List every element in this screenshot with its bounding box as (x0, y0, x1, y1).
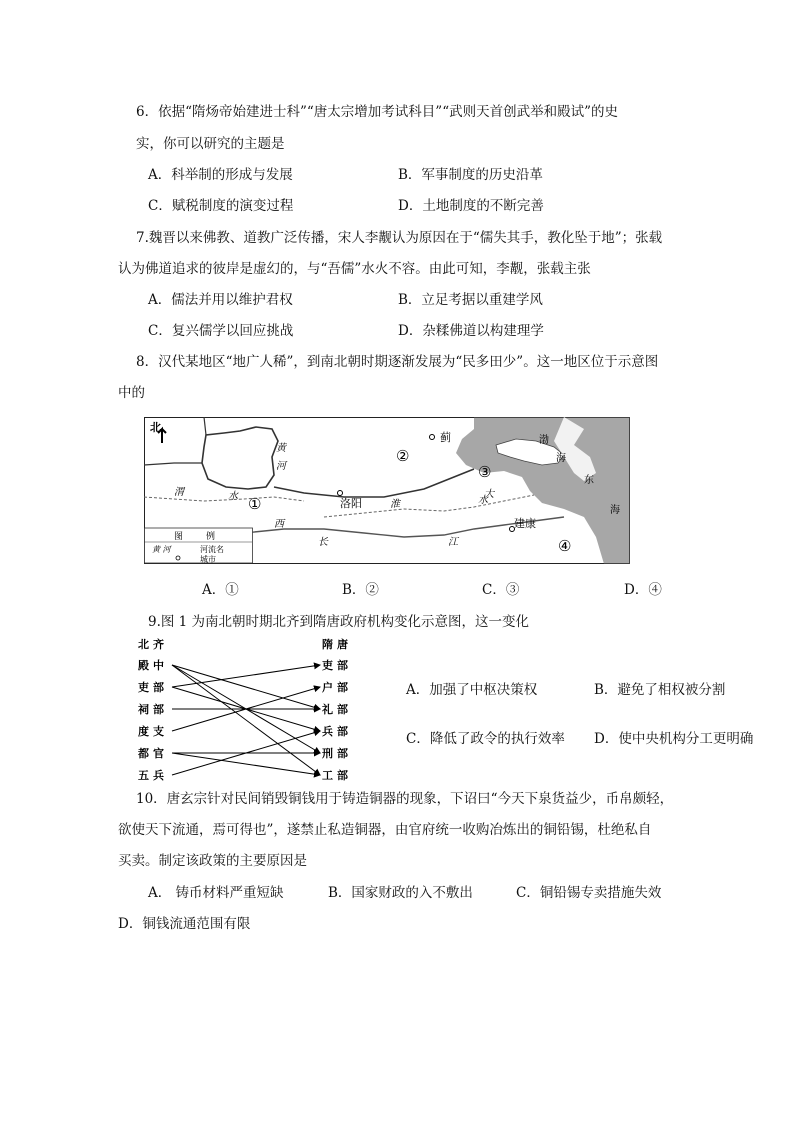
left-item-2: 祠部 (138, 703, 168, 716)
q6-stem-line1: 6．依据“隋炀帝始建进士科”“唐太宗增加考试科目”“武则天首创武举和殿试”的史 (136, 104, 618, 120)
q9-option-a[interactable]: A．加强了中枢决策权 (406, 682, 538, 698)
label-yellow-2: 河 (276, 461, 286, 472)
label-yellow-1: 黄 (276, 443, 286, 454)
q10-stem-line3: 买卖。制定该政策的主要原因是 (118, 853, 307, 869)
legend-title-1: 图 (174, 532, 184, 542)
q9-option-b[interactable]: B．避免了相权被分割 (594, 682, 726, 698)
q7-option-a[interactable]: A．儒法并用以维护君权 (148, 292, 293, 308)
label-xi: 西 (274, 519, 284, 530)
right-item-0: 吏部 (322, 659, 352, 672)
q8-stem-line2: 中的 (118, 385, 145, 401)
label-donghai-1: 东 (584, 475, 594, 486)
q10-option-b[interactable]: B．国家财政的入不敷出 (328, 885, 473, 901)
q7-stem-line1: 7.魏晋以来佛教、道教广泛传播，宋人李觏认为原因在于“儒失其手，教化坠于地”；张载 (136, 230, 663, 246)
label-changjiang-1: 长 (318, 537, 328, 548)
q7-option-c[interactable]: C．复兴儒学以回应挑战 (148, 323, 294, 339)
label-donghai-2: 海 (610, 505, 620, 516)
legend-city-label: 城市 (200, 555, 216, 564)
q9-stem-line1: 9.图 1 为南北朝时期北齐到隋唐政府机构变化示意图，这一变化 (148, 614, 530, 630)
q6-option-c[interactable]: C．赋税制度的演变过程 (148, 198, 294, 214)
label-huai: 淮 (390, 499, 400, 510)
legend-river-sample: 黄 河 (152, 545, 171, 554)
q10-stem-line1: 10．唐玄宗针对民间销毁铜钱用于铸造铜器的现象，下诏曰“今天下泉货益少，币帛颇轻， (136, 791, 674, 807)
north-label: 北 (150, 421, 161, 434)
city-luoyang (338, 491, 343, 496)
right-item-1: 户部 (322, 681, 352, 694)
marker-3: ③ (478, 463, 492, 481)
q10-option-c[interactable]: C．铜铅锡专卖措施失效 (516, 885, 662, 901)
q8-option-d[interactable]: D．④ (624, 582, 662, 598)
label-wei-2: 水 (228, 491, 238, 502)
marker-2: ② (396, 447, 410, 465)
left-item-5: 五兵 (138, 769, 168, 782)
label-da: 大 (484, 489, 494, 500)
left-item-1: 吏部 (138, 681, 168, 694)
label-bohai-2: 海 (556, 453, 566, 464)
label-changjiang-2: 江 (448, 537, 458, 548)
q8-stem-line1: 8．汉代某地区“地广人稀”，到南北朝时期逐渐发展为“民多田少”。这一地区位于示意图 (136, 354, 659, 370)
legend-river-label: 河流名 (200, 545, 224, 554)
q8-option-c[interactable]: C．③ (482, 582, 520, 598)
label-huai-2: 水 (478, 495, 488, 506)
label-luoyang: 洛阳 (340, 497, 362, 510)
diagram-right-title: 隋唐 (322, 638, 352, 651)
q6-option-d[interactable]: D．土地制度的不断完善 (398, 198, 544, 214)
q8-map (144, 417, 630, 564)
left-item-4: 都官 (138, 747, 168, 760)
right-item-2: 礼部 (322, 703, 352, 716)
q7-option-b[interactable]: B．立足考据以重建学风 (398, 292, 543, 308)
q6-stem-line2: 实，你可以研究的主题是 (136, 136, 285, 152)
mapping-arrows (172, 665, 320, 775)
q9-diagram (136, 636, 368, 782)
marker-1: ① (248, 495, 262, 513)
right-item-5: 工部 (322, 769, 352, 782)
q6-option-a[interactable]: A．科举制的形成与发展 (148, 167, 293, 183)
q10-option-a[interactable]: A． 铸币材料严重短缺 (148, 885, 284, 901)
q10-option-d[interactable]: D．铜钱流通范围有限 (118, 916, 251, 932)
q8-option-a[interactable]: A．① (202, 582, 239, 598)
legend-title-2: 例 (206, 532, 216, 542)
q7-option-d[interactable]: D．杂糅佛道以构建理学 (398, 323, 544, 339)
q7-stem-line2: 认为佛道追求的彼岸是虚幻的，与“吾儒”水火不容。由此可知，李觏，张载主张 (118, 261, 591, 277)
right-item-3: 兵部 (322, 725, 352, 738)
left-item-0: 殿中 (138, 659, 168, 672)
label-ji: 蓟 (440, 431, 451, 444)
q9-option-d[interactable]: D．使中央机构分工更明确 (594, 731, 754, 747)
marker-4: ④ (558, 537, 572, 555)
label-jiankang: 建康 (514, 517, 536, 530)
q6-option-b[interactable]: B．军事制度的历史沿革 (398, 167, 543, 183)
q10-stem-line2: 欲使天下流通，焉可得也”，遂禁止私造铜器，由官府统一收购冶炼出的铜铅锡，杜绝私自 (118, 822, 652, 838)
right-item-4: 刑部 (322, 747, 352, 760)
diagram-left-title: 北齐 (138, 638, 168, 651)
city-ji (430, 435, 435, 440)
label-wei: 渭 (174, 487, 184, 498)
q8-option-b[interactable]: B．② (342, 582, 379, 598)
q9-option-c[interactable]: C．降低了政令的执行效率 (406, 731, 565, 747)
left-item-3: 度支 (138, 725, 168, 738)
label-bohai-1: 渤 (539, 435, 549, 446)
